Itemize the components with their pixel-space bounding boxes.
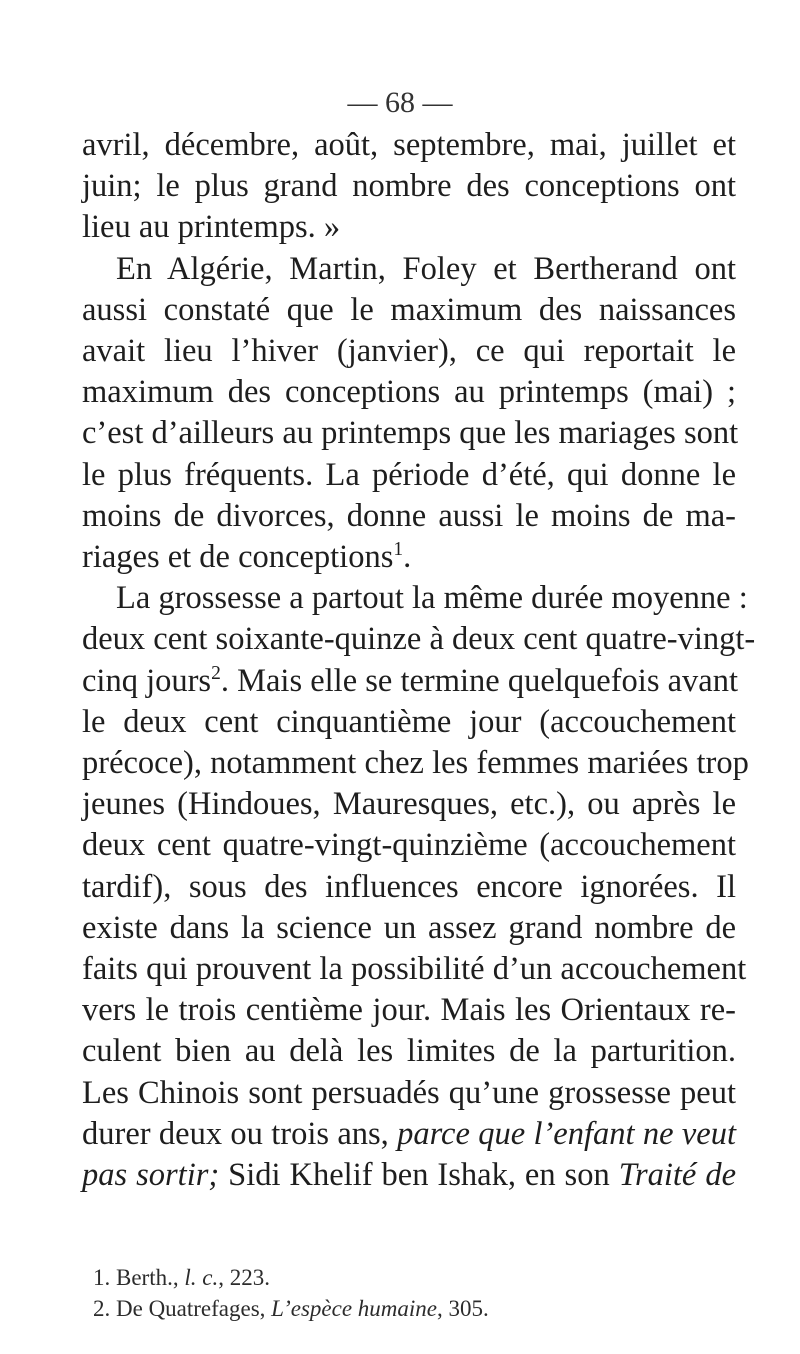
text-line: faits qui prouvent la possibilité d’un accouchement — [82, 951, 747, 988]
footnotes — [93, 1262, 733, 1324]
text-line: En Algérie, Martin, Foley et Bertherand ont — [116, 250, 736, 287]
footnote-italic: l. c. — [184, 1265, 219, 1290]
footnote-number: 2. — [93, 1296, 111, 1321]
italic-span: pas sortir; — [82, 1157, 220, 1194]
footnote-italic: L’espèce humaine — [271, 1296, 438, 1321]
text-line: culent bien au delà les limites de la parturition. — [82, 1033, 736, 1070]
text-line: deux cent quatre-vingt-quinzième (accouchement — [82, 827, 736, 864]
text-line: précoce), notamment chez les femmes mariées trop — [82, 745, 749, 782]
text-span: cinq jours — [82, 662, 212, 699]
italic-span: parce que l’enfant ne veut — [397, 1115, 736, 1152]
text-line: moins de divorces, donne aussi le moins de ma- — [82, 497, 736, 534]
footnote-text: , 305. — [437, 1296, 489, 1321]
footnote-ref: 1 — [393, 539, 404, 561]
text-span: Sidi Khelif ben Ishak, en son — [219, 1157, 619, 1194]
text-line — [82, 537, 736, 578]
text-line — [82, 1155, 736, 1196]
text-line: avril, décembre, août, septembre, mai, juillet et — [82, 127, 736, 163]
text-span: durer deux ou trois ans, — [82, 1115, 398, 1152]
text-line: c’est d’ailleurs au printemps que les mariages sont — [82, 415, 739, 452]
text-line: lieu au printemps. » — [82, 209, 341, 246]
body-text — [82, 125, 756, 1196]
footnote-1 — [93, 1262, 733, 1293]
footnote-text: De Quatrefages, — [110, 1296, 272, 1321]
text-line: le deux cent cinquantième jour (accouchement — [82, 703, 736, 740]
text-line: deux cent soixante-quinze à deux cent quatre-vingt- — [82, 621, 756, 658]
text-line: juin; le plus grand nombre des conceptions ont — [82, 168, 736, 205]
footnote-text: , 223. — [218, 1265, 270, 1290]
text-span: riages et de conceptions — [82, 539, 394, 576]
text-line: La grossesse a partout la même durée moyenne : — [116, 580, 748, 617]
text-line: vers le trois centième jour. Mais les Orientaux re- — [82, 992, 736, 1029]
text-line — [82, 1114, 736, 1155]
page-number: — 68 — — [347, 86, 453, 119]
text-line: existe dans la science un assez grand nombre de — [82, 909, 736, 946]
text-line: maximum des conceptions au printemps (mai) ; — [82, 374, 736, 411]
footnote-2 — [93, 1293, 733, 1324]
text-line — [82, 661, 736, 702]
text-line: Les Chinois sont persuadés qu’une grossesse peut — [82, 1074, 736, 1111]
footnote-number: 1. — [93, 1265, 111, 1290]
text-span: . — [403, 539, 412, 576]
footnote-ref: 2 — [211, 662, 221, 684]
footnote-text: Berth., — [110, 1265, 185, 1290]
text-line: tardif), sous des influences encore ignorées. Il — [82, 868, 736, 905]
text-span: . Mais elle se termine quelquefois avant — [220, 662, 738, 699]
text-line: avait lieu l’hiver (janvier), ce qui reportait le — [82, 333, 736, 370]
text-line: jeunes (Hindoues, Mauresques, etc.), ou après le — [82, 786, 736, 823]
text-line: le plus fréquents. La période d’été, qui donne le — [82, 456, 736, 493]
italic-span: Traité de — [618, 1157, 736, 1194]
text-line: aussi constaté que le maximum des naissances — [82, 291, 736, 328]
